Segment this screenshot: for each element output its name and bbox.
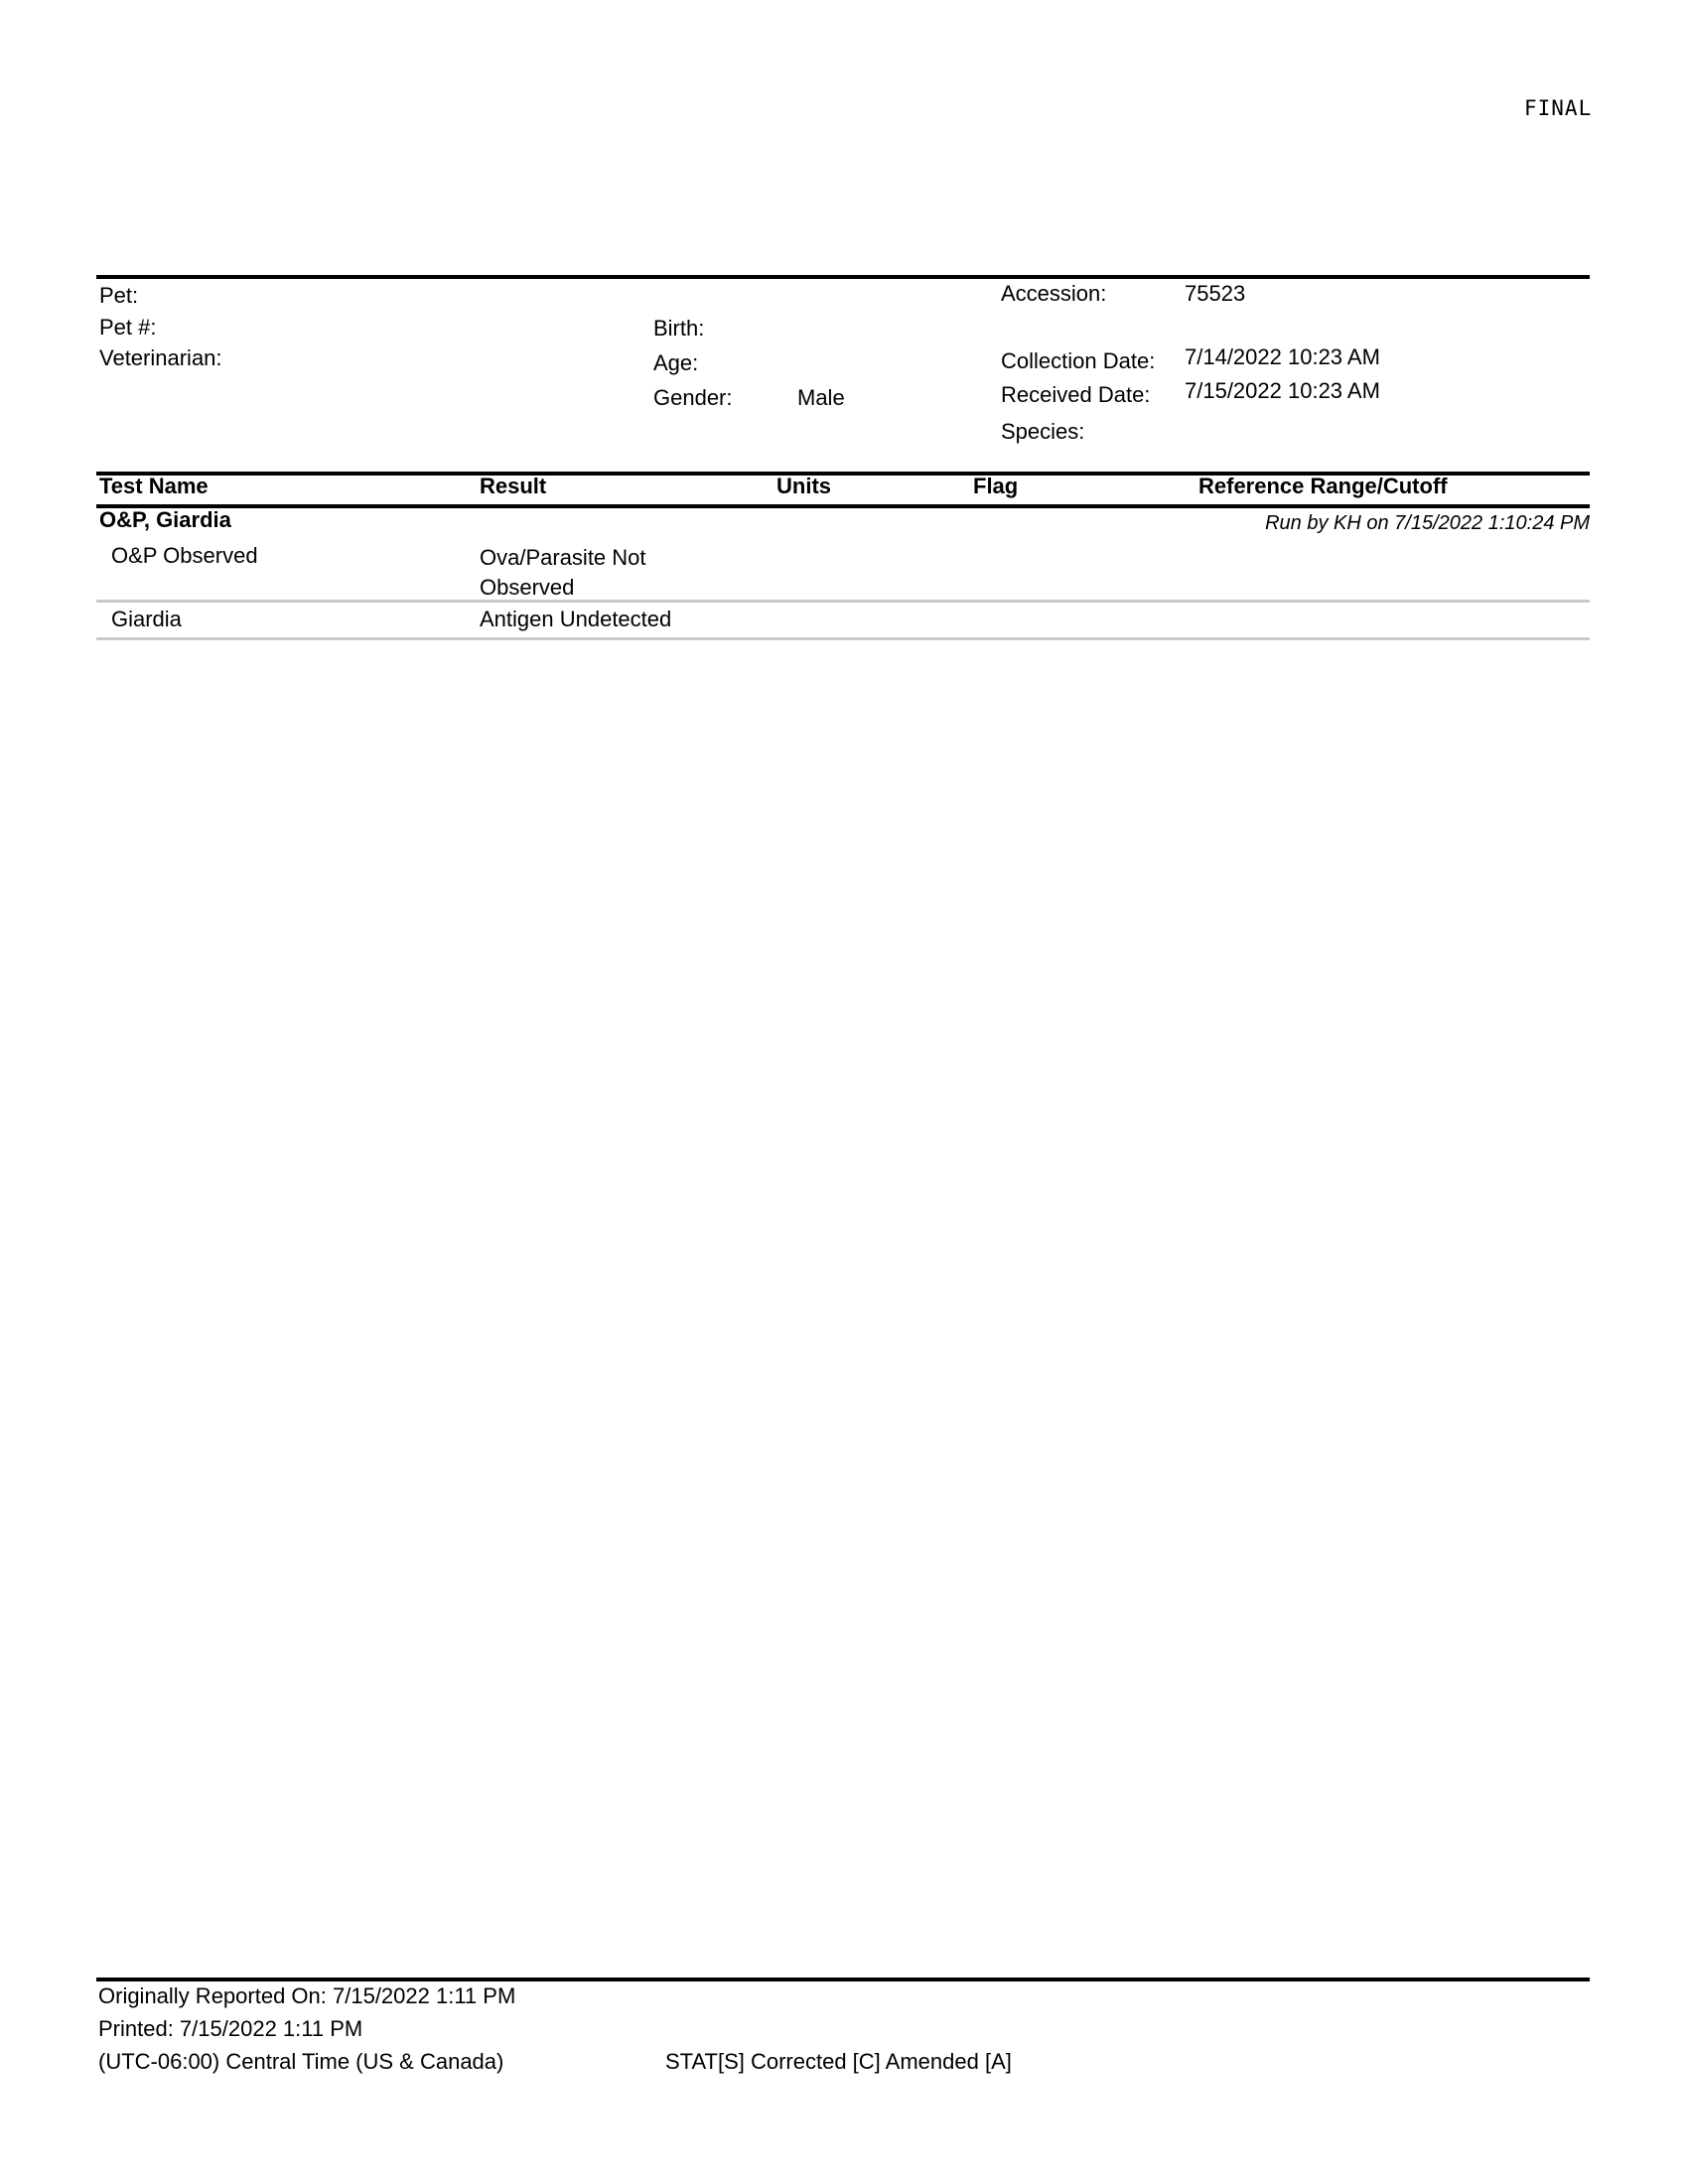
row-divider — [96, 637, 1590, 640]
row-divider — [96, 600, 1590, 603]
column-header-flag: Flag — [973, 474, 1019, 498]
status-legend-line: STAT[S] Corrected [C] Amended [A] — [665, 2049, 1012, 2074]
row-result-value: Antigen Undetected — [480, 607, 672, 631]
printed-line: Printed: 7/15/2022 1:11 PM — [98, 2016, 363, 2041]
collection-date-label: Collection Date: — [1001, 348, 1156, 373]
veterinarian-label: Veterinarian: — [99, 345, 222, 370]
column-header-test-name: Test Name — [99, 474, 209, 498]
accession-label: Accession: — [1001, 281, 1107, 306]
table-header-bottom-rule — [96, 504, 1590, 508]
row-result-value: Ova/Parasite Not Observed — [480, 545, 646, 600]
pet-number-label: Pet #: — [99, 315, 157, 340]
received-date-label: Received Date: — [1001, 382, 1151, 407]
gender-value: Male — [797, 385, 845, 410]
pet-label: Pet: — [99, 283, 139, 308]
column-header-reference-range: Reference Range/Cutoff — [1198, 474, 1448, 498]
column-header-units: Units — [776, 474, 831, 498]
timezone-line: (UTC-06:00) Central Time (US & Canada) — [98, 2049, 504, 2074]
accession-value: 75523 — [1185, 281, 1246, 306]
originally-reported-line: Originally Reported On: 7/15/2022 1:11 PM — [98, 1983, 516, 2008]
gender-label: Gender: — [653, 385, 733, 410]
birth-label: Birth: — [653, 316, 705, 341]
row-test-name: O&P Observed — [111, 543, 258, 568]
row-test-name: Giardia — [111, 607, 182, 631]
species-label: Species: — [1001, 419, 1085, 444]
column-header-result: Result — [480, 474, 547, 498]
footer-top-rule — [96, 1978, 1590, 1981]
collection-date-value: 7/14/2022 10:23 AM — [1185, 344, 1380, 369]
patient-section-top-rule — [96, 275, 1590, 279]
report-status-final: FINAL — [1524, 96, 1593, 120]
run-by-note: Run by KH on 7/15/2022 1:10:24 PM — [1265, 512, 1590, 534]
received-date-value: 7/15/2022 10:23 AM — [1185, 378, 1380, 403]
age-label: Age: — [653, 350, 699, 375]
test-group-name: O&P, Giardia — [99, 507, 231, 532]
